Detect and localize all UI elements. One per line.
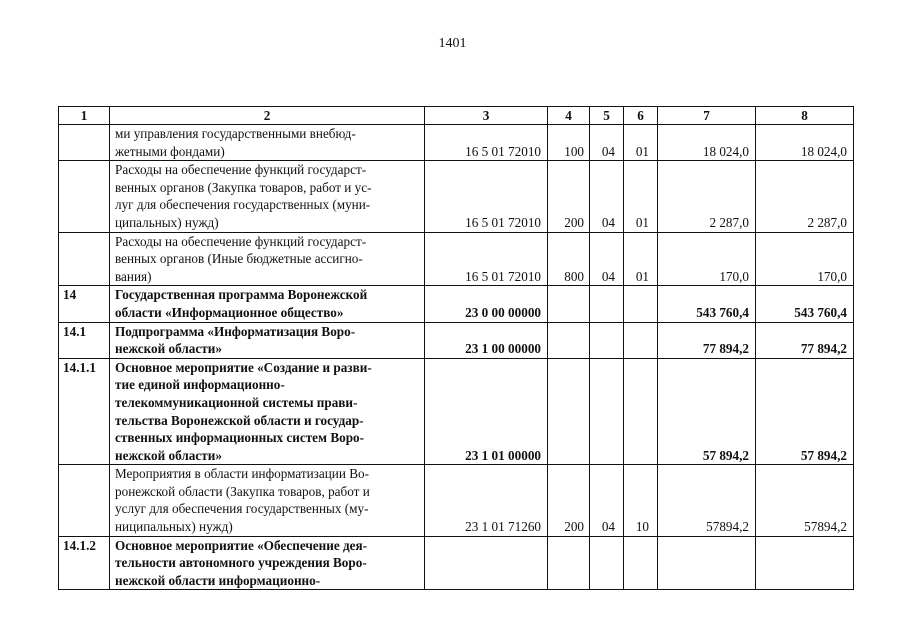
row-description [110, 358, 425, 465]
section-code: 04 [590, 465, 624, 536]
row-number: 14 [59, 286, 110, 322]
description-line: ми управления государственными внебюд- [115, 126, 356, 141]
table-row [59, 125, 854, 161]
subsection-code: 01 [624, 161, 658, 232]
budget-code: 16 5 01 72010 [425, 125, 548, 161]
subsection-code: 01 [624, 232, 658, 286]
budget-code: 16 5 01 72010 [425, 161, 548, 232]
expense-type: 800 [548, 232, 590, 286]
description-line: Подпрограмма «Информатизация Воро- [115, 323, 356, 339]
description-line: нежской области» [115, 341, 222, 357]
amount-col8 [756, 536, 854, 590]
table-row [59, 358, 854, 465]
description-line: Основное мероприятие «Обеспечение дея- [115, 537, 368, 553]
description-line: нежской области информационно- [115, 572, 321, 588]
subsection-code: 01 [624, 125, 658, 161]
description-line: ципальных) нужд) [115, 214, 219, 230]
expense-type [548, 358, 590, 465]
amount-col8: 2 287,0 [756, 161, 854, 232]
description-line: жетными фондами) [115, 143, 225, 159]
column-header: 6 [624, 107, 658, 125]
description-line: телекоммуникационной системы прави- [115, 394, 358, 410]
row-number [59, 232, 110, 286]
column-header: 3 [425, 107, 548, 125]
amount-col8: 77 894,2 [756, 322, 854, 358]
section-code: 04 [590, 161, 624, 232]
section-code [590, 358, 624, 465]
description-line: венных органов (Закупка товаров, работ и ус- [115, 179, 372, 195]
section-code [590, 536, 624, 590]
description-line: ниципальных) нужд) [115, 519, 233, 535]
expense-type: 200 [548, 465, 590, 536]
amount-col7: 2 287,0 [658, 161, 756, 232]
row-description [110, 125, 425, 161]
amount-col7: 77 894,2 [658, 322, 756, 358]
table-row [59, 465, 854, 536]
description-line: ронежской области (Закупка товаров, работ и [115, 483, 370, 499]
row-description [110, 232, 425, 286]
description-line: тельства Воронежской области и государ- [115, 412, 364, 428]
row-number [59, 125, 110, 161]
row-number: 14.1.2 [59, 536, 110, 590]
column-header: 1 [59, 107, 110, 125]
description-line: тельности автономного учреждения Воро- [115, 555, 367, 571]
section-code [590, 286, 624, 322]
description-line: венных органов (Иные бюджетные ассигно- [115, 251, 363, 267]
description-line: луг для обеспечения государственных (муни- [115, 197, 371, 213]
subsection-code [624, 286, 658, 322]
table-row [59, 232, 854, 286]
amount-col7: 57 894,2 [658, 358, 756, 465]
description-line: области «Информационное общество» [115, 304, 344, 320]
budget-code: 16 5 01 72010 [425, 232, 548, 286]
description-line: тие единой информационно- [115, 377, 285, 393]
amount-col7: 543 760,4 [658, 286, 756, 322]
budget-code: 23 1 01 71260 [425, 465, 548, 536]
budget-code: 23 0 00 00000 [425, 286, 548, 322]
column-header: 8 [756, 107, 854, 125]
page-number: 1401 [438, 36, 467, 51]
table-row [59, 536, 854, 590]
description-line: вания) [115, 268, 152, 284]
description-line: Мероприятия в области информатизации Во- [115, 466, 369, 482]
table-row [59, 322, 854, 358]
amount-col7 [658, 536, 756, 590]
subsection-code: 10 [624, 465, 658, 536]
table-header-row [59, 107, 854, 125]
expense-type: 100 [548, 125, 590, 161]
subsection-code [624, 322, 658, 358]
description-line: нежской области» [115, 447, 222, 463]
amount-col8: 57894,2 [756, 465, 854, 536]
budget-code [425, 536, 548, 590]
amount-col8: 57 894,2 [756, 358, 854, 465]
description-line: ственных информационных систем Воро- [115, 430, 365, 446]
description-line: услуг для обеспечения государственных (му- [115, 501, 369, 517]
description-line: Государственная программа Воронежской [115, 287, 368, 303]
column-header: 7 [658, 107, 756, 125]
description-line: Расходы на обеспечение функций государст- [115, 162, 367, 178]
row-description [110, 465, 425, 536]
row-description [110, 536, 425, 590]
table-row [59, 161, 854, 232]
subsection-code [624, 536, 658, 590]
row-number: 14.1.1 [59, 358, 110, 465]
row-description [110, 161, 425, 232]
expense-type [548, 322, 590, 358]
expense-type [548, 536, 590, 590]
table-row [59, 286, 854, 322]
amount-col8: 543 760,4 [756, 286, 854, 322]
row-number: 14.1 [59, 322, 110, 358]
column-header: 5 [590, 107, 624, 125]
row-description [110, 286, 425, 322]
section-code: 04 [590, 125, 624, 161]
expense-type: 200 [548, 161, 590, 232]
description-line: Основное мероприятие «Создание и разви- [115, 359, 372, 375]
column-header: 4 [548, 107, 590, 125]
row-number [59, 465, 110, 536]
budget-table [58, 106, 854, 590]
section-code: 04 [590, 232, 624, 286]
row-number [59, 161, 110, 232]
expense-type [548, 286, 590, 322]
amount-col7: 57894,2 [658, 465, 756, 536]
budget-code: 23 1 01 00000 [425, 358, 548, 465]
row-description [110, 322, 425, 358]
amount-col8: 170,0 [756, 232, 854, 286]
description-line: Расходы на обеспечение функций государст- [115, 233, 367, 249]
amount-col7: 18 024,0 [658, 125, 756, 161]
amount-col8: 18 024,0 [756, 125, 854, 161]
budget-code: 23 1 00 00000 [425, 322, 548, 358]
subsection-code [624, 358, 658, 465]
amount-col7: 170,0 [658, 232, 756, 286]
column-header: 2 [110, 107, 425, 125]
section-code [590, 322, 624, 358]
